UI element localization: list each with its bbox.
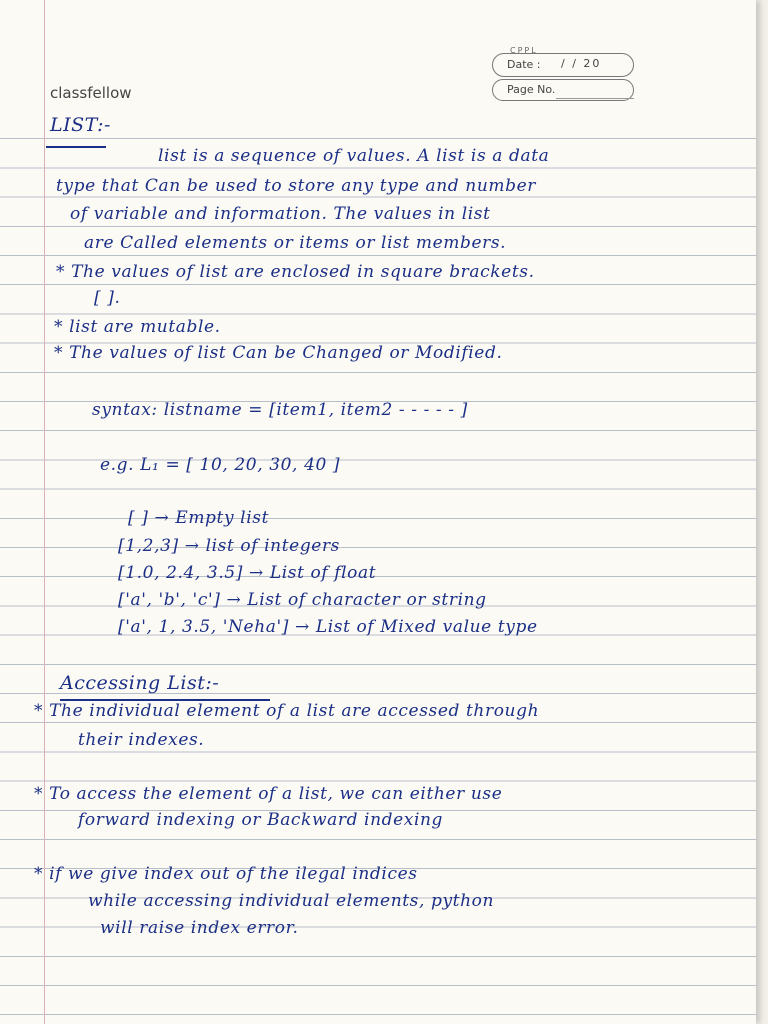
list-heading: LIST:-: [50, 114, 111, 136]
text-line-5: * The values of list are enclosed in square brackets.: [56, 262, 535, 282]
example-mixed: ['a', 1, 3.5, 'Neha'] → List of Mixed value type: [118, 617, 538, 637]
text-line-1: list is a sequence of values. A list is a data: [158, 146, 550, 166]
page-number-line: [556, 98, 634, 99]
access-line-1: * The individual element of a list are accessed through: [34, 701, 540, 721]
date-value: / / 20: [561, 57, 602, 70]
cppl-label: CPPL: [510, 46, 538, 55]
date-box: [492, 53, 634, 77]
access-line-3: * To access the element of a list, we can either use: [34, 784, 503, 804]
access-line-5: * if we give index out of the ilegal indices: [34, 864, 418, 884]
date-label: Date :: [507, 58, 541, 71]
text-line-4: are Called elements or items or list members.: [84, 233, 507, 253]
access-line-6: while accessing individual elements, python: [88, 891, 495, 911]
brand-logo: classfellow: [50, 84, 132, 102]
text-line-7: * list are mutable.: [54, 317, 221, 337]
text-line-6: [ ].: [94, 288, 121, 308]
example-string: ['a', 'b', 'c'] → List of character or string: [118, 590, 487, 610]
example-line: e.g. L₁ = [ 10, 20, 30, 40 ]: [100, 455, 341, 475]
access-line-7: will raise index error.: [100, 918, 299, 938]
accessing-list-heading: Accessing List:-: [60, 672, 220, 694]
text-line-8: * The values of list Can be Changed or Modified.: [54, 343, 503, 363]
example-integers: [1,2,3] → list of integers: [118, 536, 341, 556]
text-line-2: type that Can be used to store any type and number: [56, 176, 536, 196]
syntax-line: syntax: listname = [item1, item2 - - - - - ]: [92, 400, 468, 420]
access-line-4: forward indexing or Backward indexing: [78, 810, 444, 830]
example-empty: [ ] → Empty list: [128, 508, 270, 528]
example-float: [1.0, 2.4, 3.5] → List of float: [118, 563, 377, 583]
text-line-3: of variable and information. The values in list: [70, 204, 491, 224]
access-line-2: their indexes.: [78, 730, 205, 750]
page-number-label: Page No.: [507, 83, 556, 96]
heading-underline: [46, 146, 106, 148]
